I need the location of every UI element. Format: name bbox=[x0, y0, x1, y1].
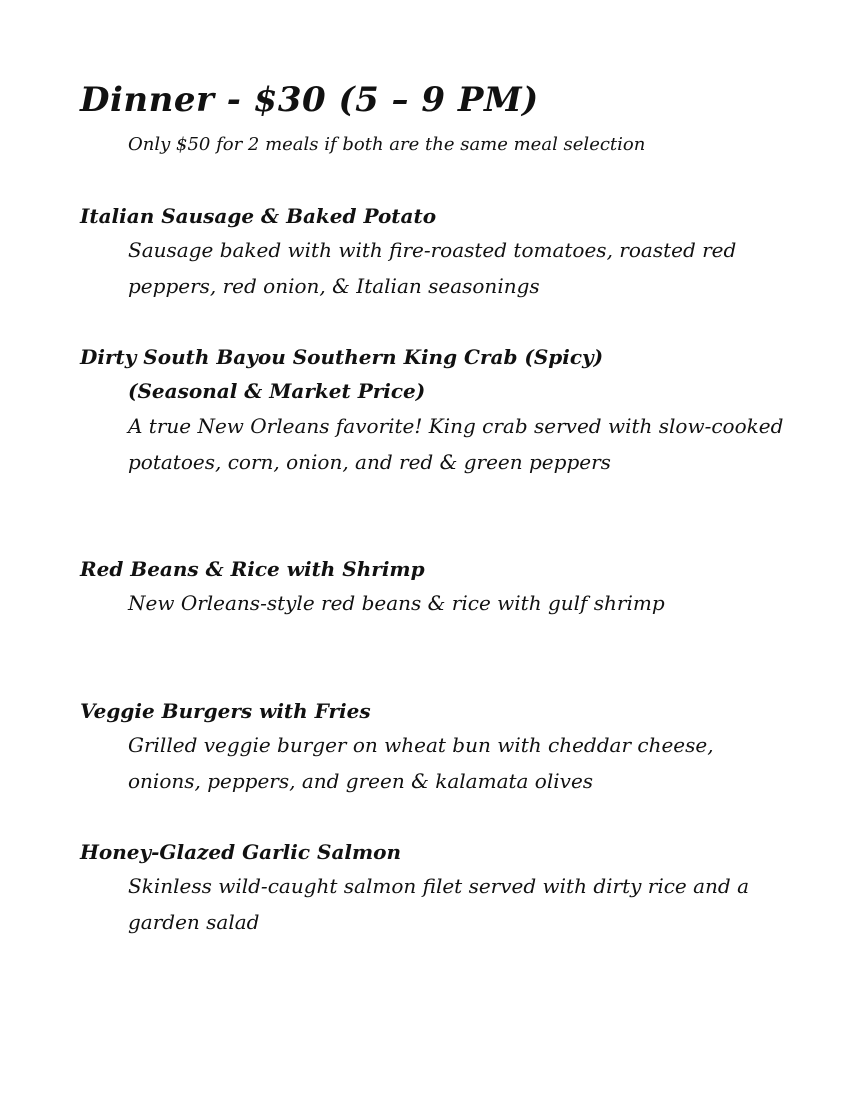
menu-item bbox=[80, 694, 800, 799]
menu-title: Dinner - $30 (5 – 9 PM) bbox=[80, 80, 539, 120]
menu-item bbox=[80, 835, 800, 940]
menu-item-name: Veggie Burgers with Fries bbox=[80, 699, 371, 723]
menu-item-note: (Seasonal & Market Price) bbox=[128, 379, 426, 403]
menu-item bbox=[80, 199, 800, 304]
menu-item bbox=[80, 552, 800, 622]
menu-item-description: Skinless wild-caught salmon filet served with dirty rice and a garden salad bbox=[128, 874, 750, 934]
menu-item bbox=[80, 340, 800, 480]
menu-item-description: Grilled veggie burger on wheat bun with cheddar cheese, onions, peppers, and green & kalamata olives bbox=[128, 733, 714, 793]
menu-item-description: New Orleans-style red beans & rice with gulf shrimp bbox=[128, 591, 665, 615]
menu-item-name: Italian Sausage & Baked Potato bbox=[80, 204, 437, 228]
menu-item-name: Dirty South Bayou Southern King Crab (Spicy) bbox=[80, 345, 604, 369]
menu-subtitle: Only $50 for 2 meals if both are the same meal selection bbox=[128, 134, 646, 155]
menu-item-description: Sausage baked with with fire-roasted tomatoes, roasted red peppers, red onion, & Italian seasonings bbox=[128, 238, 737, 298]
menu-item-name: Red Beans & Rice with Shrimp bbox=[80, 557, 425, 581]
menu-item-description: A true New Orleans favorite! King crab served with slow-cooked potatoes, corn, onion, and red & green peppers bbox=[128, 414, 784, 474]
menu-item-name: Honey-Glazed Garlic Salmon bbox=[80, 840, 402, 864]
